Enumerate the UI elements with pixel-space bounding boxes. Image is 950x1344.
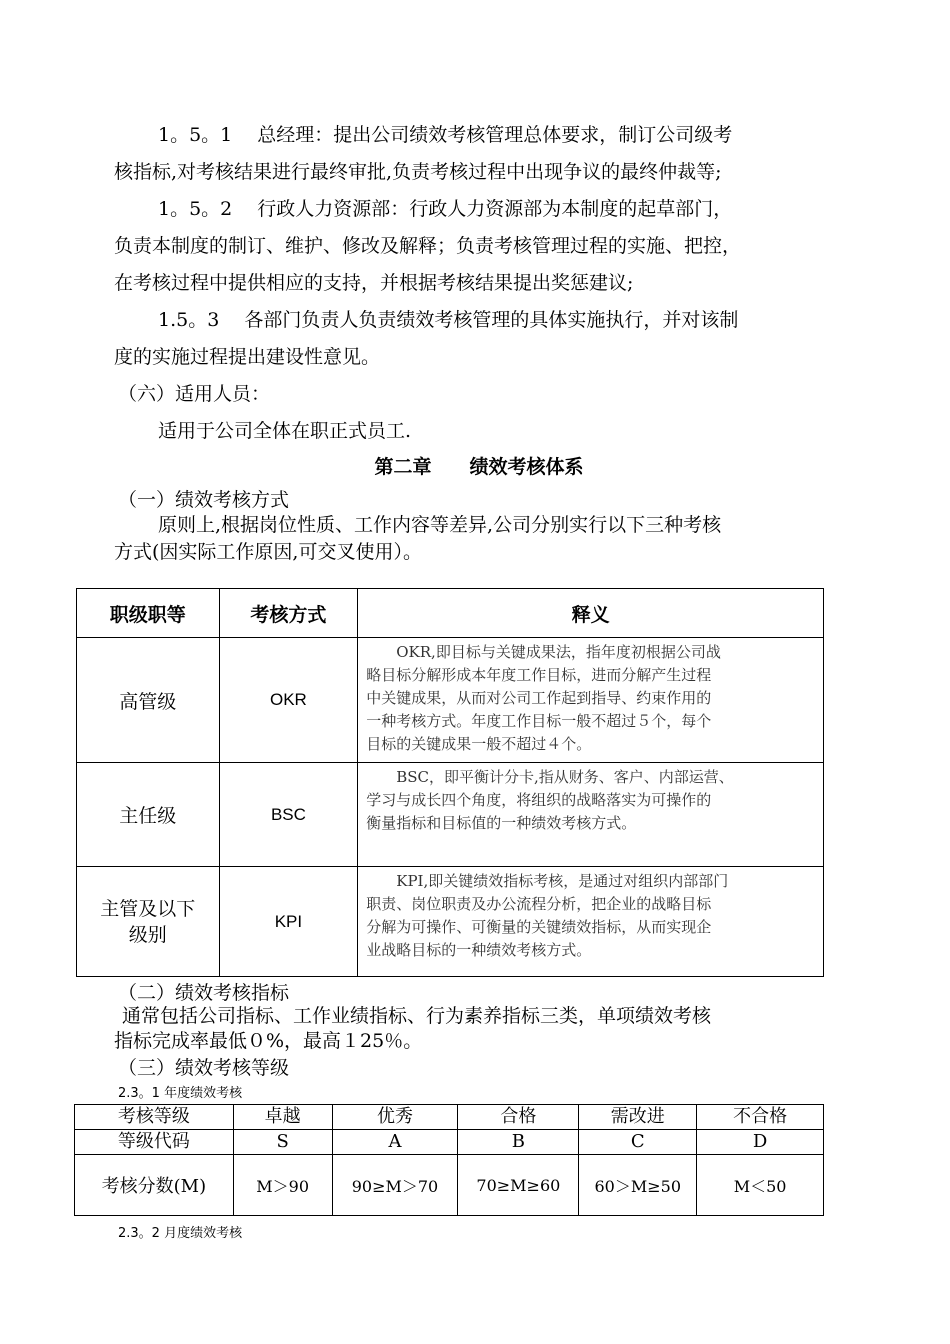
table-row — [77, 867, 824, 977]
score-cell: 90≥M＞70 — [332, 1155, 458, 1216]
desc-line: 学习与成长四个角度，将组织的战略落实为可操作的 — [366, 791, 712, 809]
desc-line: 中关键成果，从而对公司工作起到指导、约束作用的 — [366, 689, 712, 707]
text-line: 方式(因实际工作原因,可交叉使用）。 — [114, 541, 422, 563]
method-cell: BSC — [219, 763, 358, 867]
grade-cell: 考核等级 — [75, 1105, 234, 1130]
section-6-body: 适用于公司全体在职正式员工. — [158, 420, 412, 442]
paragraph-1-5-2 — [114, 191, 844, 302]
method-cell: OKR — [219, 638, 358, 763]
grade-cell: 优秀 — [332, 1105, 458, 1130]
desc-line: 衡量指标和目标值的一种绩效考核方式。 — [366, 814, 637, 832]
header-level: 职级职等 — [77, 589, 220, 638]
method-body — [114, 512, 844, 566]
code-cell: B — [458, 1130, 579, 1155]
code-cell: C — [579, 1130, 697, 1155]
grade-cell: 需改进 — [579, 1105, 697, 1130]
text-line: 1.5。3 各部门负责人负责绩效考核管理的具体实施执行，并对该制 — [158, 309, 739, 331]
section-6 — [114, 376, 844, 450]
table-header-row — [77, 589, 824, 638]
desc-cell — [358, 763, 824, 867]
indicators-title: （二）绩效考核指标 — [118, 982, 290, 1004]
table-row — [77, 638, 824, 763]
chapter-title: 第二章 绩效考核体系 — [374, 456, 584, 478]
level-cell: 主任级 — [77, 763, 220, 867]
level-cell — [77, 867, 220, 977]
table-row — [77, 763, 824, 867]
score-cell: M＞90 — [233, 1155, 332, 1216]
text-line: 1。5。1 总经理：提出公司绩效考核管理总体要求，制订公司级考 — [158, 124, 733, 146]
method-cell: KPI — [219, 867, 358, 977]
header-method: 考核方式 — [219, 589, 358, 638]
desc-cell — [358, 638, 824, 763]
score-cell: 考核分数(M) — [75, 1155, 234, 1216]
annual-label: 2.3。1 年度绩效考核 — [118, 1086, 243, 1101]
desc-line: 一种考核方式。年度工作目标一般不超过５个，每个 — [366, 712, 712, 730]
code-cell: D — [697, 1130, 824, 1155]
text-line: 通常包括公司指标、工作业绩指标、行为素养指标三类，单项绩效考核 — [122, 1005, 712, 1027]
text-line: 指标完成率最低０%，最高１25％。 — [114, 1030, 423, 1052]
monthly-label: 2.3。2 月度绩效考核 — [118, 1226, 243, 1241]
desc-cell — [358, 867, 824, 977]
indicators-body — [114, 1004, 844, 1054]
text-line: 核指标,对考核结果进行最终审批,负责考核过程中出现争议的最终仲裁等; — [114, 161, 722, 183]
level-line: 级别 — [128, 923, 167, 946]
desc-line: BSC，即平衡计分卡,指从财务、客户、内部运营、 — [396, 768, 734, 786]
text-line: 原则上,根据岗位性质、工作内容等差异,公司分别实行以下三种考核 — [158, 514, 722, 536]
grade-row — [75, 1105, 824, 1130]
desc-line: OKR,即目标与关键成果法，指年度初根据公司战 — [396, 643, 721, 661]
score-row — [75, 1155, 824, 1216]
method-table — [76, 588, 824, 977]
code-row — [75, 1130, 824, 1155]
desc-line: 略目标分解形成本年度工作目标，进而分解产生过程 — [366, 666, 712, 684]
score-cell: M＜50 — [697, 1155, 824, 1216]
level-cell: 高管级 — [77, 638, 220, 763]
header-desc: 释义 — [358, 589, 824, 638]
grades-title: （三）绩效考核等级 — [118, 1057, 290, 1079]
desc-line: KPI,即关键绩效指标考核，是通过对组织内部部门 — [396, 872, 729, 890]
code-cell: 等级代码 — [75, 1130, 234, 1155]
text-line: 负责本制度的制订、维护、修改及解释；负责考核管理过程的实施、把控， — [114, 235, 742, 257]
code-cell: A — [332, 1130, 458, 1155]
text-line: 1。5。2 行政人力资源部：行政人力资源部为本制度的起草部门， — [158, 198, 733, 220]
text-line: 在考核过程中提供相应的支持，并根据考核结果提出奖惩建议; — [114, 272, 634, 294]
desc-line: 业战略目标的一种绩效考核方式。 — [366, 941, 592, 959]
grade-cell: 合格 — [458, 1105, 579, 1130]
level-line: 主管及以下 — [100, 897, 196, 920]
method-title: （一）绩效考核方式 — [118, 489, 290, 511]
desc-line: 分解为可操作、可衡量的关键绩效指标，从而实现企 — [366, 918, 712, 936]
text-line: 度的实施过程提出建设性意见。 — [114, 346, 381, 368]
paragraph-1-5-1 — [114, 117, 844, 191]
desc-line: 目标的关键成果一般不超过４个。 — [366, 735, 592, 753]
score-cell: 70≥M≥60 — [458, 1155, 579, 1216]
grade-cell: 卓越 — [233, 1105, 332, 1130]
grade-cell: 不合格 — [697, 1105, 824, 1130]
desc-line: 职责、岗位职责及办公流程分析，把企业的战略目标 — [366, 895, 712, 913]
paragraph-1-5-3 — [114, 302, 844, 376]
grade-table — [74, 1104, 824, 1216]
section-6-title: （六）适用人员： — [118, 383, 271, 405]
code-cell: S — [233, 1130, 332, 1155]
score-cell: 60＞M≥50 — [579, 1155, 697, 1216]
